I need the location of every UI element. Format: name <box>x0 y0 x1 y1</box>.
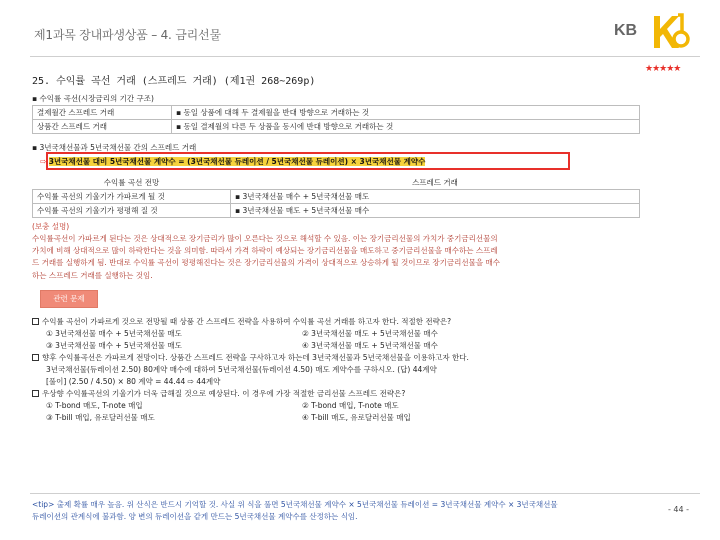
tip-line: <tip> 출제 확률 매우 높음. 위 산식은 반드시 기억할 것. 사실 위 식을 풀면 5년국채선물 계약수 × 5년국채선물 듀레이션 = 3년국채선물 계약수 × 3년국채선물 <box>32 500 558 509</box>
checkbox-icon <box>32 390 39 397</box>
kb-logo <box>614 12 694 52</box>
question-3-text: 우상향 수익률곡선의 기울기가 더욱 급해질 것으로 예상된다. 이 경우에 가장 적절한 금리선물 스프레드 전략은? <box>42 389 406 398</box>
supplement-line: 수익률곡선이 가파르게 된다는 것은 상대적으로 장기금리가 많이 오른다는 것으로 해석할 수 있음. 이는 장기금리선물의 가치가 중기금리선물의 <box>32 234 498 243</box>
spread-type-table <box>32 105 640 134</box>
page-header <box>0 0 720 64</box>
question-3-option-3: ③ T-bill 매입, 유로달러선물 매도 <box>46 413 155 422</box>
question-3 <box>32 388 405 399</box>
outlook-cell: 수익률 곡선의 기울기가 평평해 질 것 <box>33 204 231 218</box>
table-row <box>33 204 640 218</box>
question-1-text: 수익률 곡선이 가파르게 것으로 전망될 때 상품 간 스프레드 전략을 사용하여 수익률 곡선 거래를 하고자 한다. 적절한 전략은? <box>42 317 452 326</box>
question-2-solution: [풀이] (2.50 / 4.50) × 80 계약 = 44.44 ⇨ 44계약 <box>46 377 221 386</box>
table-row <box>33 120 640 134</box>
question-2-detail: 3년국채선물(듀레이션 2.50) 80계약 매수에 대하여 5년국채선물(듀레이션 4.50) 매도 계약수를 구하시오. (답) 44계약 <box>46 365 437 374</box>
contract-formula <box>40 156 425 167</box>
supplement-title: (보충 설명) <box>32 222 70 231</box>
spread-intro: ▪ 3년국채선물과 5년국채선물 간의 스프레드 거래 <box>32 143 197 152</box>
supplement-line: 하는 스프레드 거래를 실행하는 것임. <box>32 270 153 280</box>
spread-type-desc: ▪ 동일 결제월의 다른 두 상품을 동시에 반대 방향으로 거래하는 것 <box>172 120 640 134</box>
checkbox-icon <box>32 354 39 361</box>
footer-divider <box>30 493 700 494</box>
arrow-icon: ⇨ <box>40 157 47 166</box>
header-title: 제1과목 장내파생상품 – 4. 금리선물 <box>34 28 221 42</box>
section-title: 25. 수익률 곡선 거래 (스프레드 거래) (제1권 268~269p) <box>32 76 316 87</box>
question-1-option-4: ④ 3년국채선물 매도 + 5년국채선물 매수 <box>302 341 438 350</box>
header-divider <box>30 56 700 57</box>
strategy-table <box>32 176 640 218</box>
page-number: - 44 - <box>668 505 690 514</box>
spread-type-name: 결제월간 스프레드 거래 <box>33 106 172 120</box>
question-1-option-1: ① 3년국채선물 매수 + 5년국채선물 매도 <box>46 329 182 338</box>
curve-intro: ▪ 수익률 곡선(시장금리의 기간 구조) <box>32 94 154 103</box>
trade-cell: ▪ 3년국채선물 매도 + 5년국채선물 매수 <box>231 204 640 218</box>
question-1 <box>32 316 451 327</box>
related-problems-button[interactable]: 관련 문제 <box>40 290 98 308</box>
column-header-trade: 스프레드 거래 <box>231 176 640 190</box>
table-row <box>33 106 640 120</box>
tip-note <box>32 499 672 523</box>
table-row <box>33 190 640 204</box>
question-1-option-3: ③ 3년국채선물 매수 + 5년국채선물 매도 <box>46 341 182 350</box>
formula-text: 3년국채선물 대비 5년국채선물 계약수 = (3년국채선물 듀레이션 / 5년국채선물 듀레이션) × 3년국채선물 계약수 <box>48 157 426 166</box>
outlook-cell: 수익률 곡선의 기울기가 가파르게 될 것 <box>33 190 231 204</box>
spread-type-desc: ▪ 동일 상품에 대해 두 결제월을 반대 방향으로 거래하는 것 <box>172 106 640 120</box>
importance-stars: ★★★★★ <box>645 64 681 74</box>
question-3-option-2: ② T-bond 매입, T-note 매도 <box>302 401 399 410</box>
kb-star-icon <box>648 12 692 52</box>
tip-line: 듀레이션의 관계식에 불과함. 양 변의 듀레이션을 같게 만드는 5년국채선물 계약수를 산정하는 식임. <box>32 512 358 521</box>
question-3-option-4: ④ T-bill 매도, 유로달러선물 매입 <box>302 413 411 422</box>
column-header-outlook: 수익률 곡선 전망 <box>33 176 231 190</box>
supplement-line: 드 거래를 실행하게 됨. 반대로 수익률 곡선이 평평해진다는 것은 장기금리선물의 가격이 상대적으로 상승하게 될 것이므로 장기금리선물을 매수 <box>32 258 500 268</box>
kb-logo-text: KB <box>614 22 638 39</box>
table-header-row <box>33 176 640 190</box>
question-2-text: 향후 수익률곡선은 가파르게 전망이다. 상품간 스프레드 전략을 구사하고자 하는데 3년국채선물과 5년국채선물을 이용하고자 한다. <box>42 353 469 362</box>
supplement-line: 가치에 비해 상대적으로 많이 하락한다는 것을 의미함. 따라서 가격 하락이 예상되는 장기금리선물을 매도하고 중기금리선물을 매수하는 스프레 <box>32 246 498 256</box>
question-1-option-2: ② 3년국채선물 매도 + 5년국채선물 매수 <box>302 329 438 338</box>
spread-type-name: 상품간 스프레드 거래 <box>33 120 172 134</box>
supplement-text <box>32 233 682 282</box>
question-3-option-1: ① T-bond 매도, T-note 매입 <box>46 401 143 410</box>
checkbox-icon <box>32 318 39 325</box>
question-2 <box>32 352 469 363</box>
trade-cell: ▪ 3년국채선물 매수 + 5년국채선물 매도 <box>231 190 640 204</box>
